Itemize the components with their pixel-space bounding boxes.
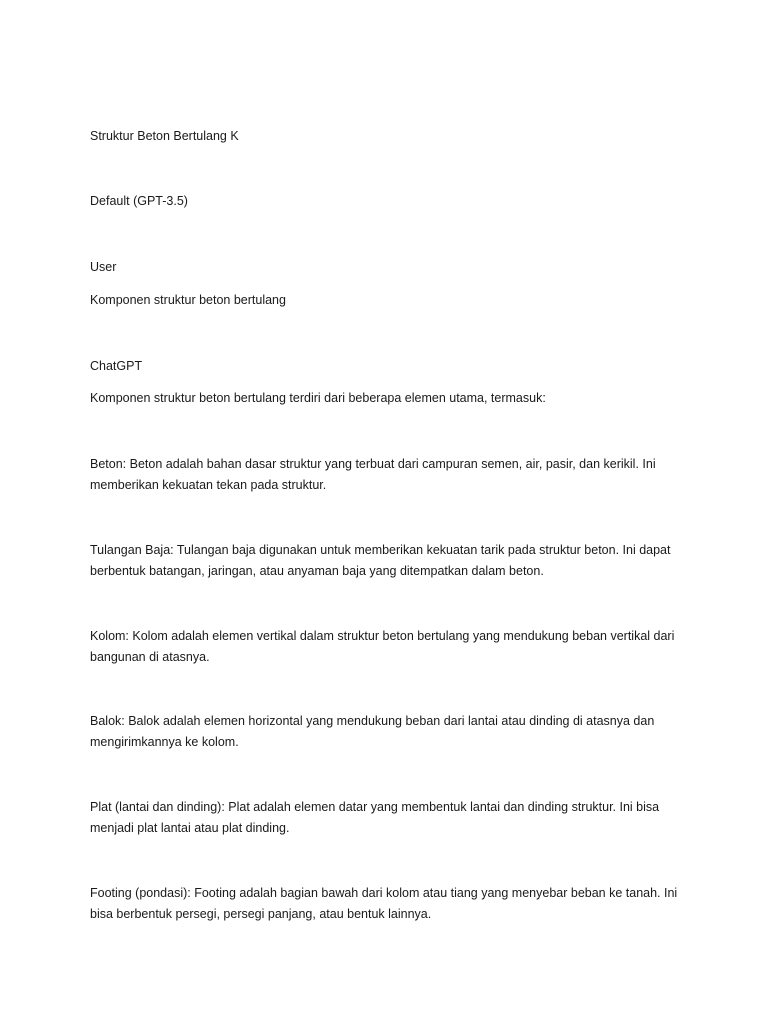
list-item-beton: Beton: Beton adalah bahan dasar struktur yang terbuat dari campuran semen, air, pasir, dan kerikil. Ini memberikan kekuatan tekan pada struktur. (90, 457, 656, 492)
document-title: Struktur Beton Bertulang K (90, 129, 239, 143)
assistant-intro: Komponen struktur beton bertulang terdiri dari beberapa elemen utama, termasuk: (90, 391, 546, 405)
user-label: User (90, 260, 117, 274)
user-message: Komponen struktur beton bertulang (90, 293, 286, 307)
list-item-footing: Footing (pondasi): Footing adalah bagian bawah dari kolom atau tiang yang menyebar beban ke tanah. Ini bisa berbentuk persegi, persegi panjang, atau bentuk lainnya. (90, 886, 678, 921)
list-item-plat: Plat (lantai dan dinding): Plat adalah elemen datar yang membentuk lantai dan dinding struktur. Ini bisa menjadi plat lantai atau plat dinding. (90, 800, 660, 835)
assistant-label: ChatGPT (90, 359, 143, 373)
list-item-balok: Balok: Balok adalah elemen horizontal yang mendukung beban dari lantai atau dinding di atasnya dan mengirimkannya ke kolom. (90, 714, 655, 749)
list-item-tulangan-baja: Tulangan Baja: Tulangan baja digunakan untuk memberikan kekuatan tarik pada struktur beton. Ini dapat berbentuk batangan, jaringan, atau anyaman baja yang ditempatkan dalam beton. (90, 543, 671, 578)
list-item-kolom: Kolom: Kolom adalah elemen vertikal dalam struktur beton bertulang yang mendukung beban vertikal dari bangunan di atasnya. (90, 629, 675, 664)
model-label: Default (GPT-3.5) (90, 194, 188, 208)
